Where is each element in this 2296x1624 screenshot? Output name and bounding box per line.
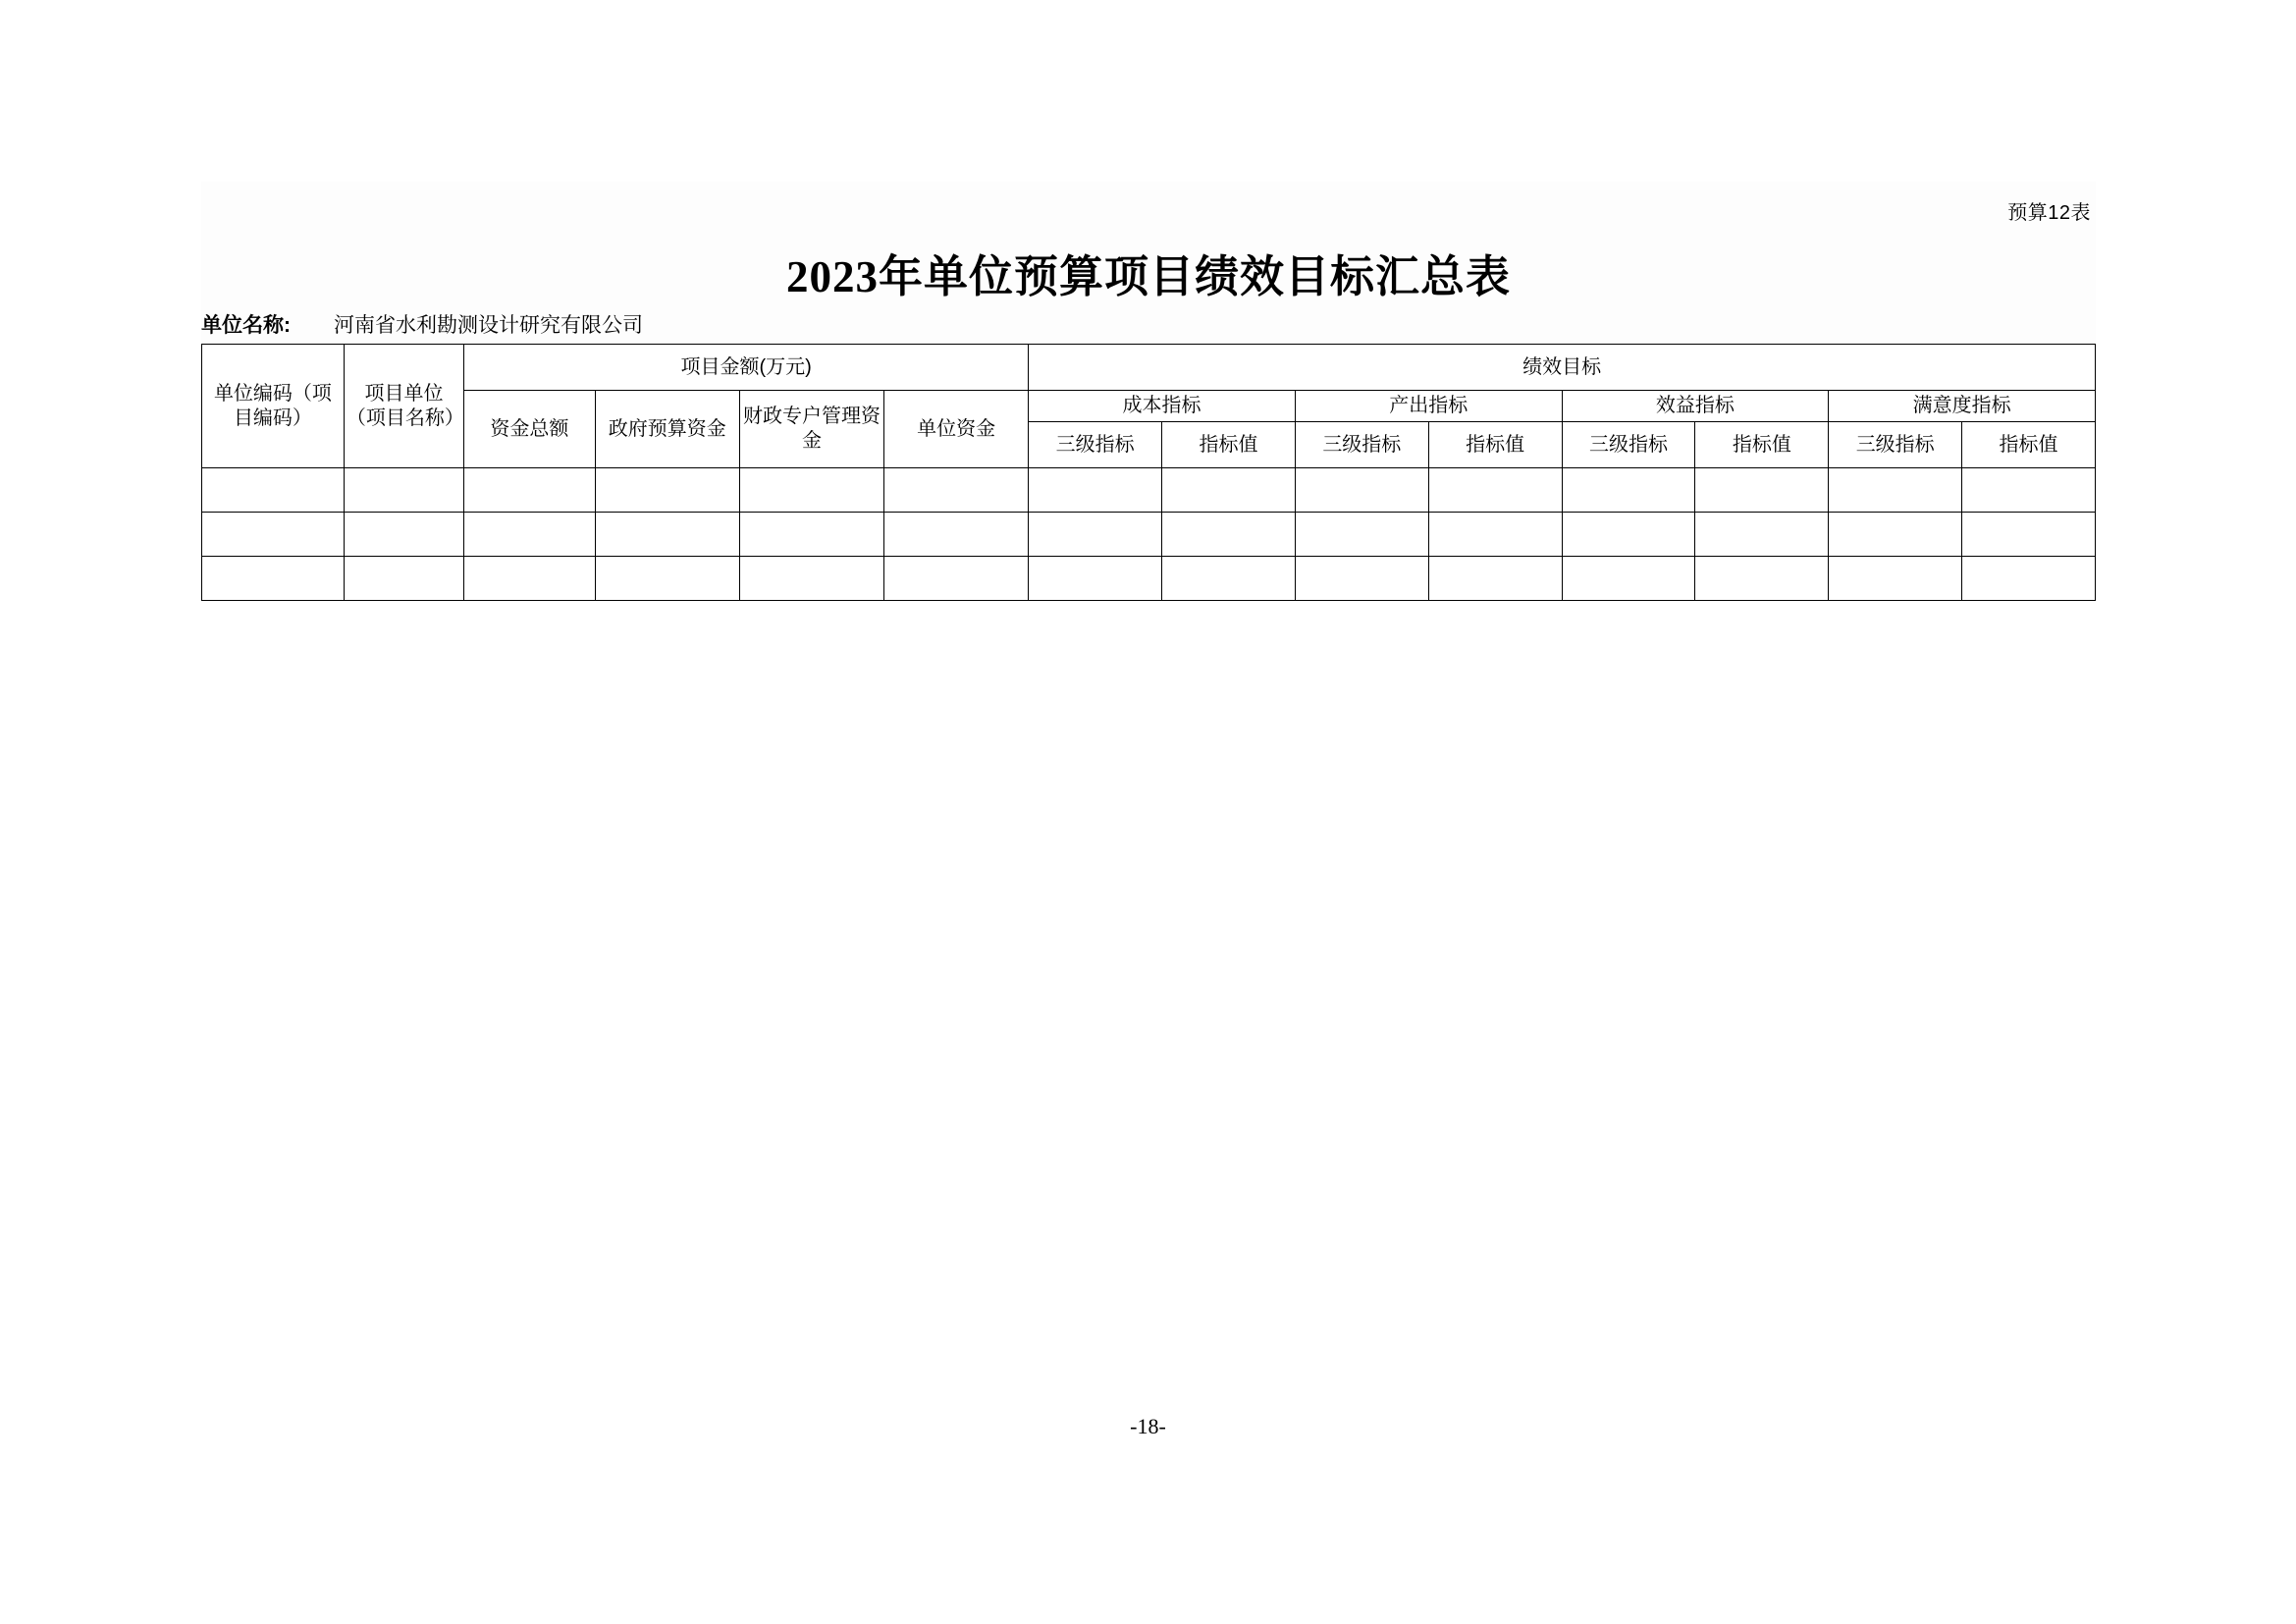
column-group-output-indicator: 产出指标 (1295, 391, 1562, 422)
cell-satisfaction-indicator (1829, 557, 1962, 601)
table-row (202, 557, 2096, 601)
unit-name-value: 河南省水利勘测设计研究有限公司 (334, 314, 643, 337)
cell-output-value (1428, 513, 1562, 557)
page-number: -18- (1130, 1414, 1166, 1438)
cell-special-account-funds (739, 468, 883, 513)
cell-satisfaction-indicator (1829, 468, 1962, 513)
column-header-output-level3: 三级指标 (1295, 422, 1428, 468)
cell-total-funds (464, 468, 596, 513)
column-group-performance: 绩效目标 (1029, 345, 2096, 391)
cell-cost-indicator (1029, 557, 1162, 601)
column-header-output-value: 指标值 (1428, 422, 1562, 468)
cell-gov-budget-funds (595, 468, 739, 513)
cell-gov-budget-funds (595, 557, 739, 601)
cell-output-indicator (1295, 557, 1428, 601)
column-header-satisfaction-level3: 三级指标 (1829, 422, 1962, 468)
cell-benefit-indicator (1562, 513, 1695, 557)
cell-satisfaction-value (1962, 557, 2096, 601)
column-header-total-funds: 资金总额 (464, 391, 596, 468)
cell-total-funds (464, 557, 596, 601)
cell-special-account-funds (739, 513, 883, 557)
cell-satisfaction-value (1962, 468, 2096, 513)
cell-cost-value (1162, 513, 1296, 557)
column-header-gov-budget-funds: 政府预算资金 (595, 391, 739, 468)
cell-cost-value (1162, 468, 1296, 513)
cell-benefit-indicator (1562, 468, 1695, 513)
cell-satisfaction-indicator (1829, 513, 1962, 557)
unit-name-row (201, 309, 2096, 339)
cell-unit-funds (884, 557, 1029, 601)
cell-unit-code (202, 468, 345, 513)
cell-benefit-value (1695, 468, 1829, 513)
cell-benefit-value (1695, 557, 1829, 601)
cell-project-unit (344, 557, 463, 601)
cell-cost-value (1162, 557, 1296, 601)
column-group-satisfaction-indicator: 满意度指标 (1829, 391, 2096, 422)
cell-satisfaction-value (1962, 513, 2096, 557)
column-header-unit-code: 单位编码（项目编码） (202, 345, 345, 468)
cell-unit-funds (884, 468, 1029, 513)
table-row (202, 513, 2096, 557)
sheet-label: 预算12表 (2007, 202, 2091, 224)
cell-unit-funds (884, 513, 1029, 557)
page-title: 2023年单位预算项目绩效目标汇总表 (785, 252, 1511, 301)
column-group-cost-indicator: 成本指标 (1029, 391, 1296, 422)
cell-benefit-value (1695, 513, 1829, 557)
column-group-amount: 项目金额(万元) (464, 345, 1029, 391)
column-header-benefit-level3: 三级指标 (1562, 422, 1695, 468)
column-header-unit-funds: 单位资金 (884, 391, 1029, 468)
cell-total-funds (464, 513, 596, 557)
cell-special-account-funds (739, 557, 883, 601)
column-header-cost-level3: 三级指标 (1029, 422, 1162, 468)
performance-target-table (201, 344, 2096, 601)
table-row (202, 468, 2096, 513)
column-header-satisfaction-value: 指标值 (1962, 422, 2096, 468)
column-header-benefit-value: 指标值 (1695, 422, 1829, 468)
cell-output-indicator (1295, 468, 1428, 513)
cell-project-unit (344, 468, 463, 513)
column-group-benefit-indicator: 效益指标 (1562, 391, 1829, 422)
cell-cost-indicator (1029, 468, 1162, 513)
unit-name-label: 单位名称: (201, 314, 291, 337)
column-header-cost-value: 指标值 (1162, 422, 1296, 468)
table-header-row-2 (202, 391, 2096, 422)
cell-benefit-indicator (1562, 557, 1695, 601)
cell-unit-code (202, 513, 345, 557)
cell-output-value (1428, 468, 1562, 513)
cell-output-value (1428, 557, 1562, 601)
column-header-project-unit: 项目单位（项目名称） (344, 345, 463, 468)
cell-gov-budget-funds (595, 513, 739, 557)
cell-cost-indicator (1029, 513, 1162, 557)
cell-project-unit (344, 513, 463, 557)
table-header-row-1 (202, 345, 2096, 391)
cell-output-indicator (1295, 513, 1428, 557)
cell-unit-code (202, 557, 345, 601)
column-header-special-account-funds: 财政专户管理资金 (739, 391, 883, 468)
